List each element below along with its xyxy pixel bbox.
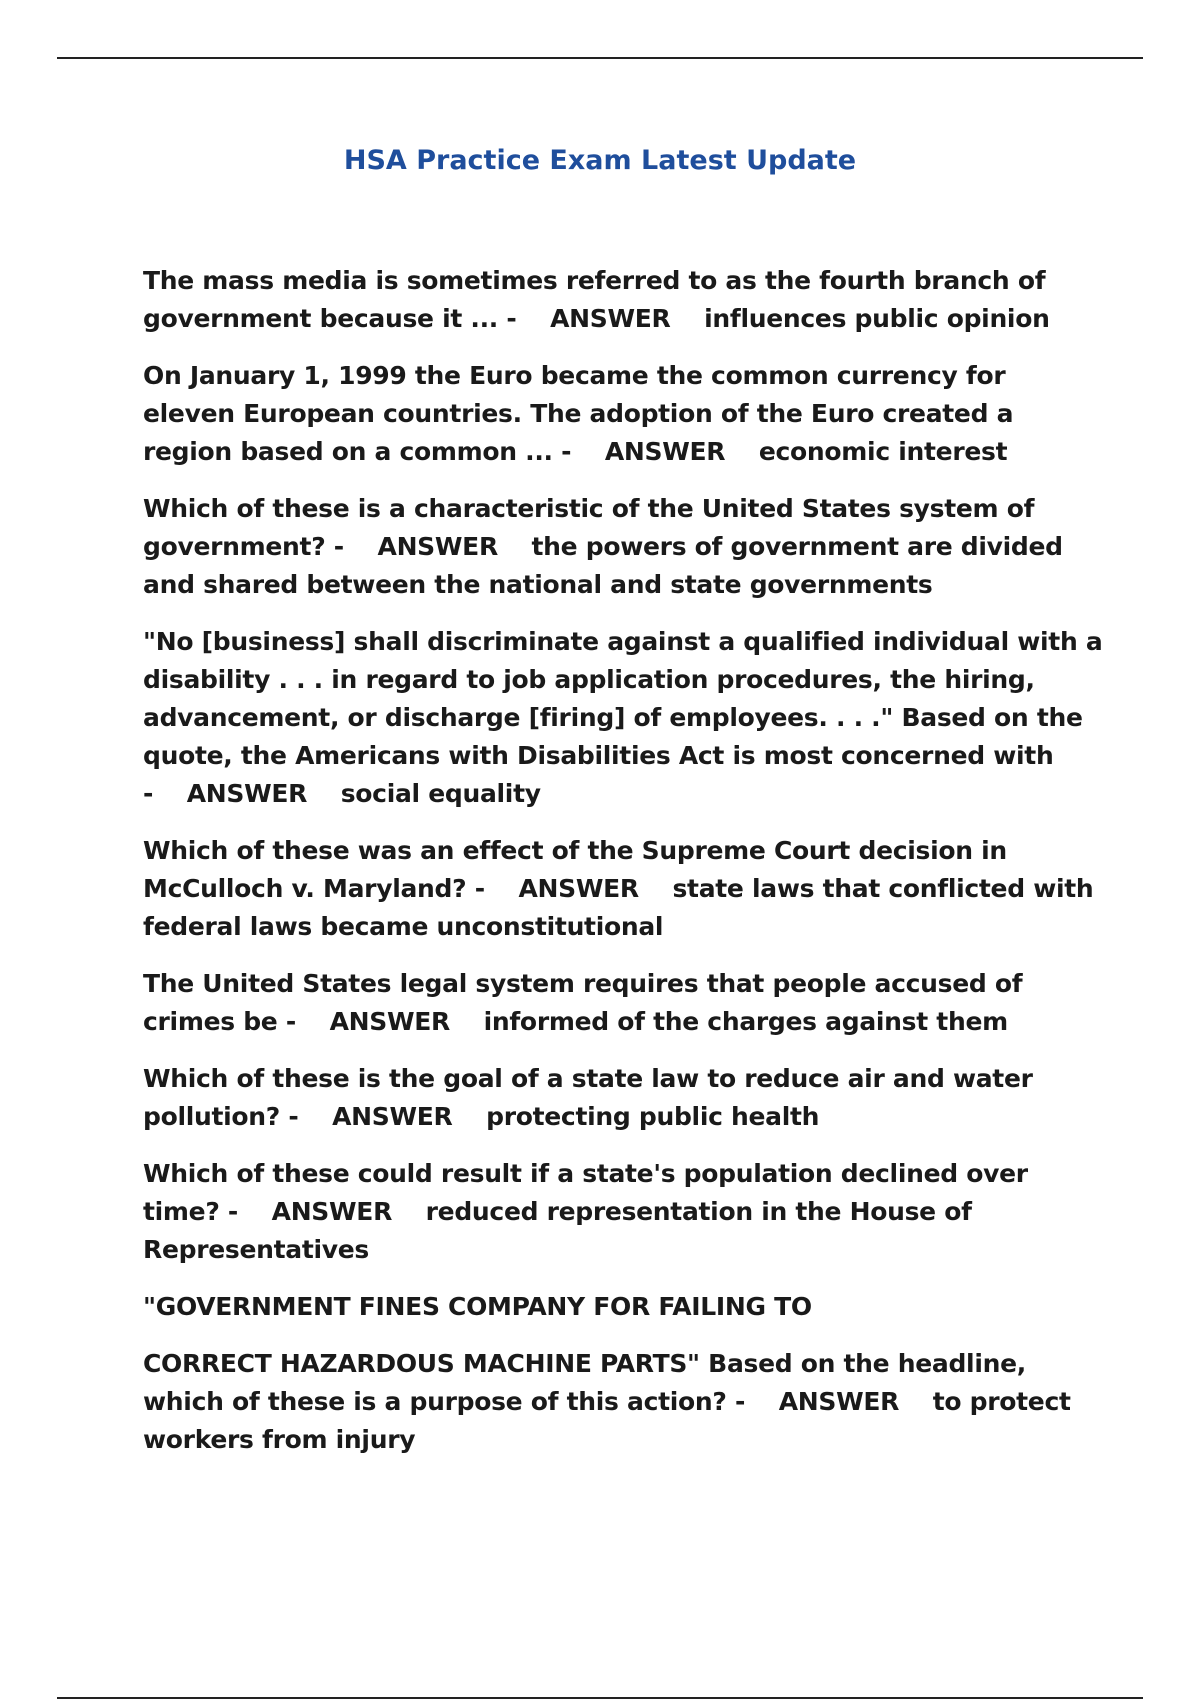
answer-label: ANSWER xyxy=(329,1007,450,1036)
question-text: The United States legal system requires that people accused of crimes be - xyxy=(143,969,1031,1036)
answer-text: economic interest xyxy=(758,437,1008,466)
qa-item xyxy=(143,832,1103,946)
qa-item xyxy=(143,1345,1103,1459)
question-text: Which of these could result if a state's population declined over time? - xyxy=(143,1159,1037,1226)
answer-text: to protect workers from injury xyxy=(143,1387,1080,1454)
qa-item xyxy=(143,1155,1103,1269)
question-text: Which of these is the goal of a state law to reduce air and water pollution? - xyxy=(143,1064,1042,1131)
headline-text: "GOVERNMENT FINES COMPANY FOR FAILING TO xyxy=(143,1292,812,1321)
answer-text: state laws that conflicted with federal laws became unconstitutional xyxy=(143,874,1102,941)
answer-text: the powers of government are divided and shared between the national and state governments xyxy=(143,532,1072,599)
answer-text: protecting public health xyxy=(486,1102,820,1131)
answer-label: ANSWER xyxy=(778,1387,900,1416)
answer-label: ANSWER xyxy=(271,1197,393,1226)
qa-item xyxy=(143,357,1103,471)
qa-item xyxy=(143,623,1111,813)
qa-item xyxy=(143,490,1103,604)
answer-label: ANSWER xyxy=(332,1102,453,1131)
qa-item xyxy=(143,965,1103,1041)
document-body xyxy=(143,262,1111,1478)
answer-label: ANSWER xyxy=(186,779,308,808)
answer-label: ANSWER xyxy=(604,437,726,466)
question-text: CORRECT HAZARDOUS MACHINE PARTS" Based on the headline, which of these is a purpose of this action? - xyxy=(143,1349,1035,1416)
document-title: HSA Practice Exam Latest Update xyxy=(343,145,857,176)
question-text: Which of these was an effect of the Supreme Court decision in McCulloch v. Maryland? - xyxy=(143,836,1016,903)
top-rule xyxy=(57,57,1143,59)
answer-label: ANSWER xyxy=(550,304,671,333)
question-text: Which of these is a characteristic of the United States system of government? - xyxy=(143,494,1043,561)
question-text: On January 1, 1999 the Euro became the common currency for eleven European countries. The adoption of the Euro created a region based on a common ... - xyxy=(143,361,1022,466)
question-text: The mass media is sometimes referred to as the fourth branch of government because it ... - xyxy=(143,266,1054,333)
answer-label: ANSWER xyxy=(518,874,639,903)
bottom-rule xyxy=(57,1697,1143,1699)
answer-text: reduced representation in the House of Representatives xyxy=(143,1197,981,1264)
answer-text: social equality xyxy=(340,779,541,808)
answer-text: influences public opinion xyxy=(704,304,1050,333)
question-text: "No [business] shall discriminate against a qualified individual with a disability . . . in regard to job application procedures, the hiring, advancement, or discharge [firing] of employees. . . ." Based on the quote, the Americans with Disabilities Act is most concerned with - xyxy=(143,627,1111,808)
answer-text: informed of the charges against them xyxy=(483,1007,1008,1036)
qa-item xyxy=(143,262,1103,338)
answer-label: ANSWER xyxy=(377,532,498,561)
qa-item xyxy=(143,1060,1103,1136)
